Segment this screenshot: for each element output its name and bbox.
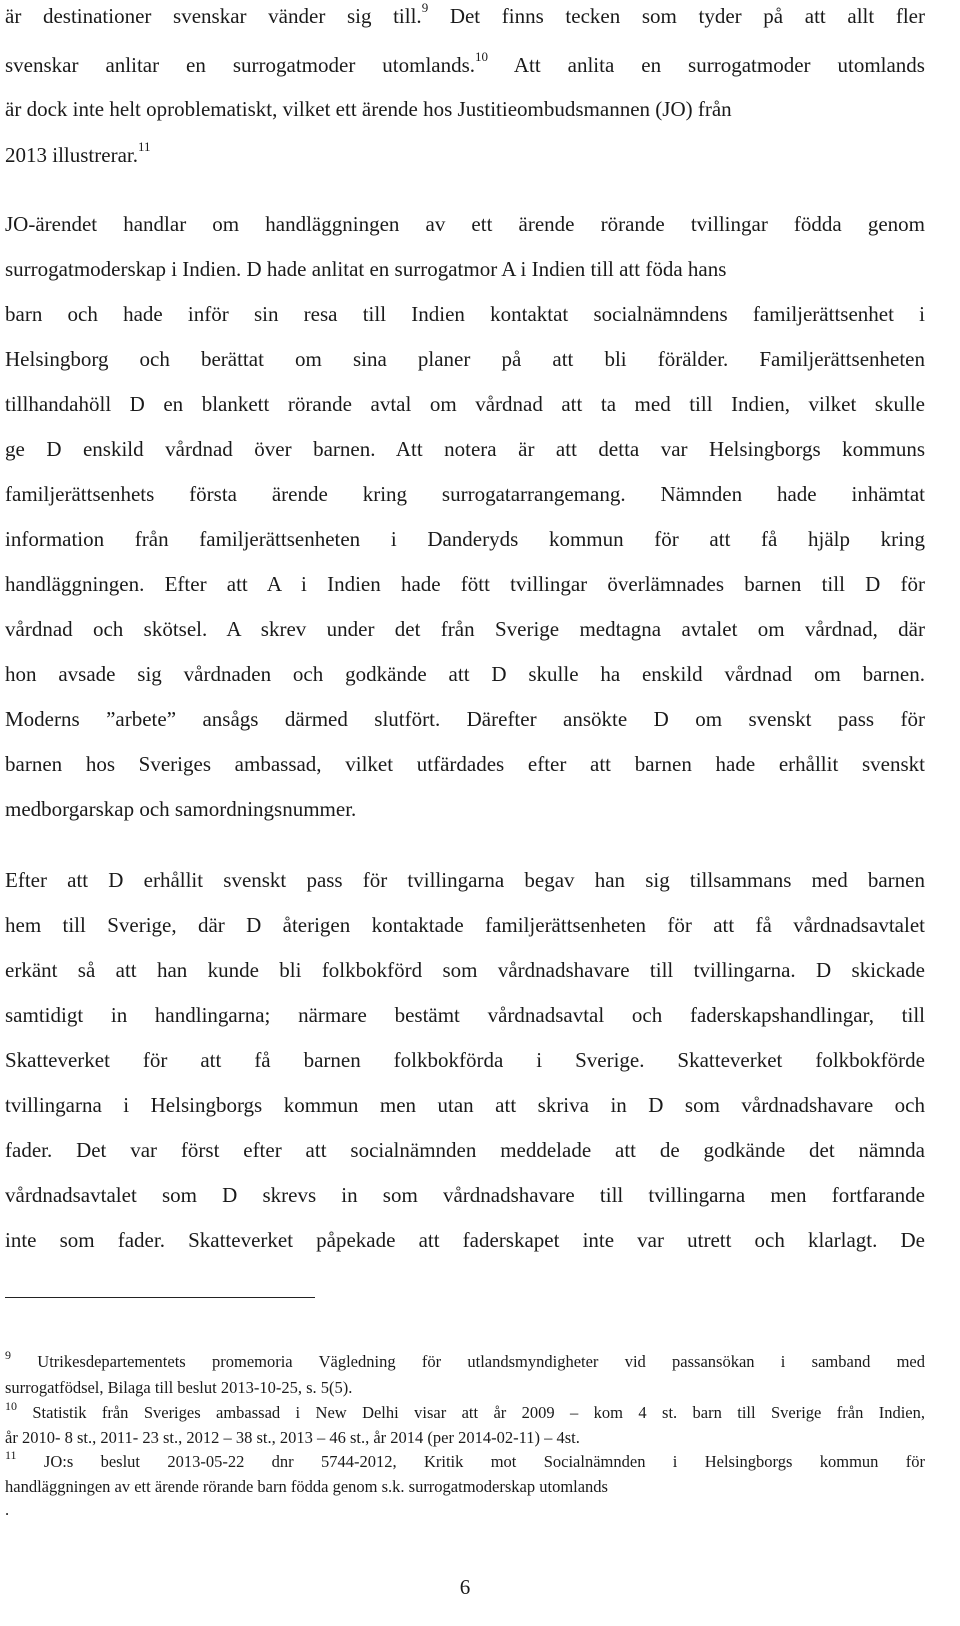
body-line: information från familjerättsenheten i Danderyds kommun för att få hjälp kring: [5, 527, 925, 551]
page-number: 6: [459, 1575, 471, 1599]
body-line: är dock inte helt oproblematiskt, vilket ett ärende hos Justitieombudsmannen (JO) från: [5, 97, 732, 121]
body-line: svenskar anlitar en surrogatmoder utomlands.$^{10}$ Att anlita en surrogatmoder utomlands: [5, 49, 925, 77]
body-line: barnen hos Sveriges ambassad, vilket utfärdades efter att barnen hade erhållit svenskt: [5, 752, 925, 776]
footnote-separator: [5, 1297, 315, 1298]
body-line: erkänt så att han kunde bli folkbokförd som vårdnadshavare till tvillingarna. D skickade: [5, 958, 925, 982]
body-line: ge D enskild vårdnad över barnen. Att notera är att detta var Helsingborgs kommuns: [5, 437, 925, 461]
body-line: Moderns ”arbete” ansågs därmed slutfört. Därefter ansökte D om svenskt pass för: [5, 707, 925, 731]
body-line: barn och hade inför sin resa till Indien kontaktat socialnämndens familjerättsenhet i: [5, 302, 925, 326]
footnote-9: $^9$ Utrikesdepartementets promemoria Vägledning för utlandsmyndigheter vid passansökan i samband med: [5, 1347, 925, 1371]
body-line: hem till Sverige, där D återigen kontaktade familjerättsenheten för att få vårdnadsavtalet: [5, 913, 925, 937]
footnote-number: 9: [5, 1347, 11, 1362]
footnote-line: surrogatfödsel, Bilaga till beslut 2013-10-25, s. 5(5).: [5, 1378, 353, 1397]
body-line: är destinationer svenskar vänder sig till.$^9$ Det finns tecken som tyder på att allt fler: [5, 0, 925, 28]
body-line: vårdnadsavtalet som D skrevs in som vårdnadshavare till tvillingarna men fortfarande: [5, 1183, 925, 1207]
body-line: inte som fader. Skatteverket påpekade att faderskapet inte var utrett och klarlagt. De: [5, 1228, 925, 1252]
body-line: 2013 illustrerar.$^{11}$: [5, 139, 151, 167]
body-line: JO-ärendet handlar om handläggningen av ett ärende rörande tvillingar födda genom: [5, 212, 925, 236]
footnote-ref-9[interactable]: 9: [421, 0, 429, 15]
body-line: hon avsade sig vårdnaden och godkände att D skulle ha enskild vårdnad om barnen.: [5, 662, 925, 686]
body-line: samtidigt in handlingarna; närmare bestämt vårdnadsavtal och faderskapshandlingar, till: [5, 1003, 925, 1027]
body-line: tvillingarna i Helsingborgs kommun men utan att skriva in D som vårdnadshavare och: [5, 1093, 925, 1117]
footnote-11: $^{11}$ JO:s beslut 2013-05-22 dnr 5744-2012, Kritik mot Socialnämnden i Helsingborgs kommun för: [5, 1447, 925, 1471]
footnote-line: handläggningen av ett ärende rörande barn födda genom s.k. surrogatmoderskap utomlands: [5, 1477, 608, 1496]
body-line: tillhandahöll D en blankett rörande avtal om vårdnad att ta med till Indien, vilket skulle: [5, 392, 925, 416]
body-line: Skatteverket för att få barnen folkbokförda i Sverige. Skatteverket folkbokförde: [5, 1048, 925, 1072]
body-line: handläggningen. Efter att A i Indien hade fött tvillingar överlämnades barnen till D för: [5, 572, 925, 596]
footnote-number: 11: [5, 1447, 17, 1462]
footnote-trailing-dot: .: [5, 1500, 10, 1519]
body-line: Helsingborg och berättat om sina planer på att bli förälder. Familjerättsenheten: [5, 347, 925, 371]
body-line: fader. Det var först efter att socialnämnden meddelade att de godkände det nämnda: [5, 1138, 925, 1162]
footnote-ref-10[interactable]: 10: [475, 49, 489, 64]
body-line: surrogatmoderskap i Indien. D hade anlitat en surrogatmor A i Indien till att föda hans: [5, 257, 727, 281]
footnote-10: $^{10}$ Statistik från Sveriges ambassad i New Delhi visar att år 2009 – kom 4 st. barn till Sverige från Indien,: [5, 1398, 925, 1422]
body-line: familjerättsenhets första ärende kring surrogatarrangemang. Nämnden hade inhämtat: [5, 482, 925, 506]
body-line: medborgarskap och samordningsnummer.: [5, 797, 357, 821]
footnote-number: 10: [5, 1398, 17, 1413]
footnote-ref-11[interactable]: 11: [137, 139, 151, 154]
footnote-line: år 2010- 8 st., 2011- 23 st., 2012 – 38 st., 2013 – 46 st., år 2014 (per 2014-02-11) – 4st.: [5, 1428, 580, 1447]
body-line: Efter att D erhållit svenskt pass för tvillingarna begav han sig tillsammans med barnen: [5, 868, 925, 892]
body-line: vårdnad och skötsel. A skrev under det från Sverige medtagna avtalet om vårdnad, där: [5, 617, 925, 641]
